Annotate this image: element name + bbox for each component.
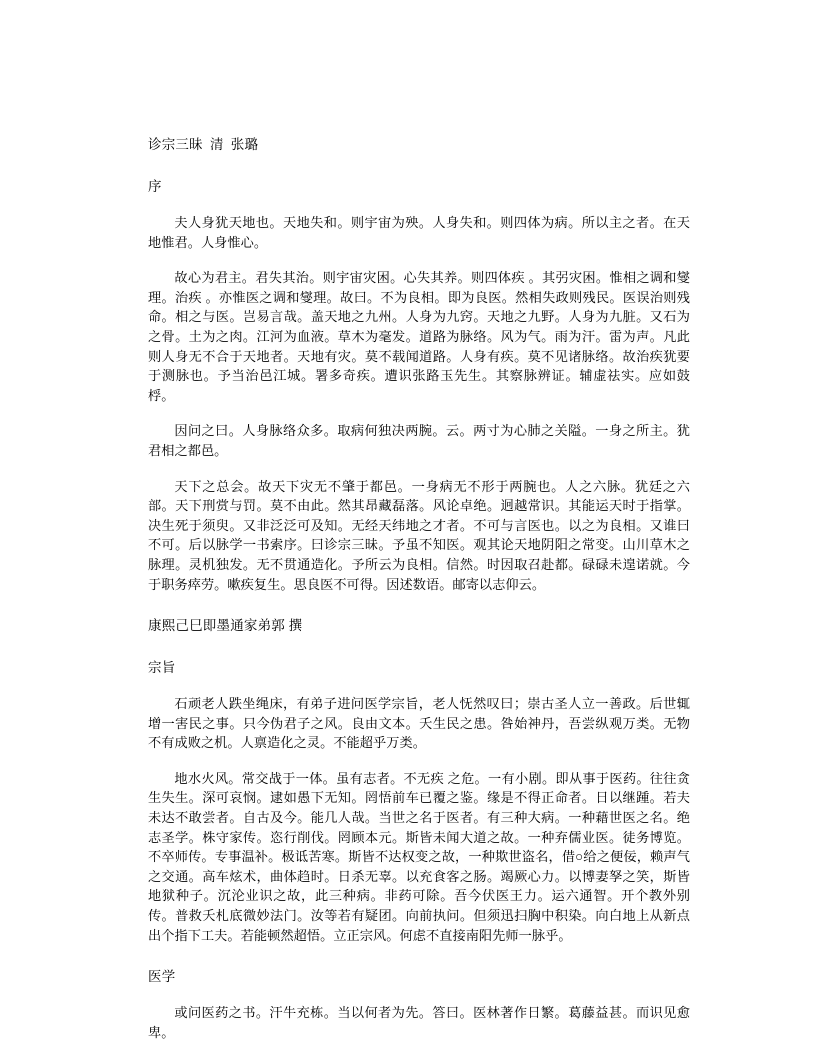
paragraph: 石顽老人跌坐绳床，有弟子进问医学宗旨，老人怃然叹曰；崇古圣人立一善政。后世辄增一害民之事。只今伪君子之风。良由文本。夭生民之患。咎始神丹，吾尝纵观万类。无物不有成败之机。人禀造化之灵。不能超乎万类。: [148, 696, 690, 751]
paragraph: 地水火风。常交战于一体。虽有志者。不无疾 之危。一有小剧。即从事于医药。往往贪生失生。深可哀悯。逮如愚下无知。罔悟前车已覆之鉴。缘是不得正命者。日以继踵。若夫未达不敢尝者。自古及今。能几人哉。当世之名于医者。有三种大病。一种藉世医之名。绝志圣学。株守家传。恣行削伐。罔顾本元。斯皆未闻大道之故。一种弃儒业医。徒务博览。不卒师传。专事温补。极诋苦寒。斯皆不达权变之故，一种欺世盗名，借○给之便佞，赖声气之交通。高车炫术，曲体趋时。日杀无辜。以充食客之肠。竭厥心力。以博妻孥之笑，斯皆地狱种子。沉沦业识之故，此三种病。非药可除。吾今伏医王力。运六通智。开个教外别传。普救夭札底微妙法门。汝等若有疑团。向前执问。但须迅扫胸中积染。向白地上从新点出个指下工夫。若能顿然超悟。立正宗风。何虑不直接南阳先师一脉乎。: [148, 770, 690, 943]
paragraph: 夫人身犹天地也。天地失和。则宇宙为殃。人身失和。则四体为病。所以主之者。在天地惟君。人身惟心。: [148, 215, 690, 250]
document-body: [148, 134, 690, 1042]
paragraph: 或问医药之书。汗牛充栋。当以何者为先。答曰。医林著作日繁。葛藤益甚。而识见愈卑。: [148, 1005, 690, 1040]
section-heading-zongzhi: 宗旨: [148, 660, 176, 676]
section-heading-xu: 序: [148, 179, 162, 194]
section-signature-xu: 康熙己巳即墨通家弟郭 撰: [148, 618, 303, 634]
paragraph: 因问之曰。人身脉络众多。取病何独决两腕。云。两寸为心肺之关隘。一身之所主。犹君相之都邑。: [148, 423, 690, 458]
paragraph: 天下之总会。故天下灾无不肇于都邑。一身病无不形于两腕也。人之六脉。犹廷之六部。天下刑赏与罚。莫不由此。然其昂藏磊落。风论卓绝。迥越常识。其能运天时于指掌。决生死于须臾。又非泛泛可及知。无经天纬地之才者。不可与言医也。以之为良相。又谁曰不可。后以脉学一书索序。曰诊宗三昧。予虽不知医。观其论天地阴阳之常变。山川草木之脉理。灵机独发。无不贯通造化。予所云为良相。信然。时因取召赴都。碌碌未遑诺就。今于职务瘁劳。嗽疾复生。思良医不可得。因述数语。邮寄以志仰云。: [148, 478, 690, 592]
paragraph: 故心为君主。君失其治。则宇宙灾困。心失其养。则四体疾 。其弜灾困。惟相之调和燮理。治疾 。亦惟医之调和燮理。故曰。不为良相。即为良医。然相失政则残民。医误治则残命。相之与医。岂易言哉。盖天地之九州。人身为九窍。天地之九野。人身为九脏。又石为之骨。土为之肉。江河为血液。草木为毫发。道路为脉络。风为气。雨为汗。雷为声。凡此则人身无不合于天地者。天地有灾。莫不载闻道路。人身有疾。莫不见诸脉络。故治疾犹要于测脉也。予当治邑江城。署多奇疾。遭识张路玉先生。其察脉辨证。辅虚祛实。应如鼓桴。: [148, 270, 690, 403]
document-title: 诊宗三昧 清 张璐: [148, 137, 259, 152]
section-heading-yixue: 医学: [148, 969, 176, 985]
